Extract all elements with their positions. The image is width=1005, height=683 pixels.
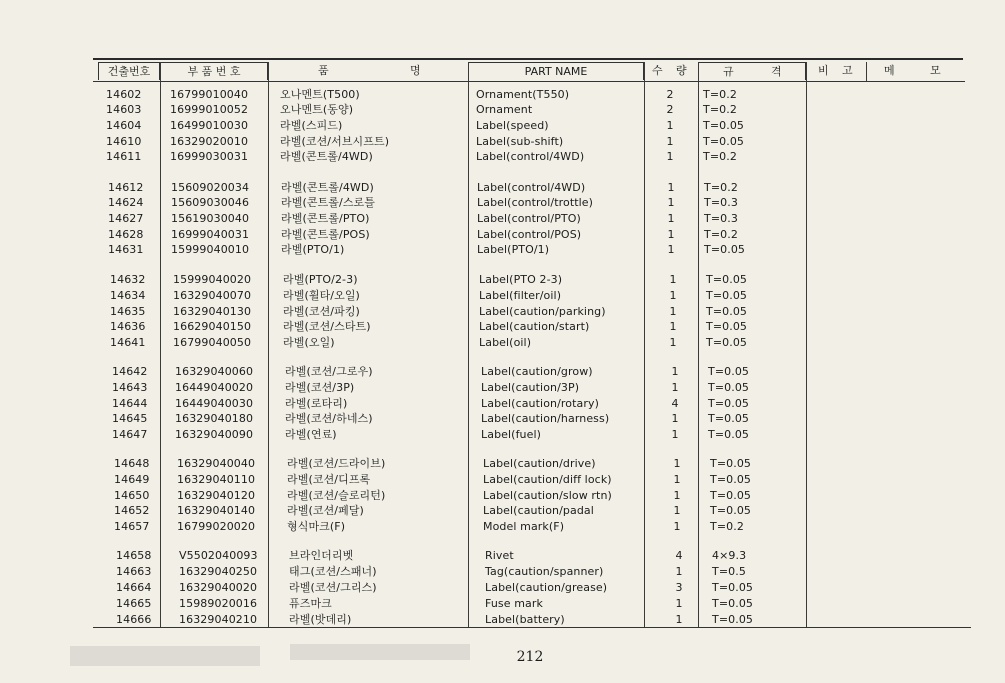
row-quantity: 1: [671, 412, 679, 425]
row-part-number: 15619030040: [171, 212, 250, 225]
row-part-name: Model mark(F): [483, 520, 565, 533]
row-korean-name: 라벨(코션/3P): [285, 381, 355, 394]
row-part-number: 15989020016: [179, 597, 258, 610]
row-korean-name: 라벨(콘트롤/PTO): [281, 212, 370, 225]
row-number: 14649: [114, 473, 150, 486]
bleed-through-stamp: [70, 640, 490, 670]
row-part-name: Label(filter/oil): [479, 289, 562, 302]
row-number: 14611: [106, 150, 142, 163]
row-number: 14643: [112, 381, 148, 394]
row-korean-name: 라벨(밧데리): [289, 613, 352, 626]
row-number: 14642: [112, 365, 148, 378]
row-spec: T=0.05: [710, 473, 752, 486]
top-rule: [93, 58, 963, 60]
row-number: 14628: [108, 228, 144, 241]
row-quantity: 3: [675, 581, 683, 594]
row-quantity: 1: [667, 243, 675, 256]
row-part-name: Label(caution/drive): [483, 457, 596, 470]
row-part-name: Rivet: [485, 549, 514, 562]
row-part-number: 16449040030: [175, 397, 254, 410]
row-quantity: 1: [667, 181, 675, 194]
row-part-name: Label(caution/grow): [481, 365, 593, 378]
row-spec: T=0.5: [712, 565, 746, 578]
col-line: [866, 62, 867, 82]
header-no: 건출번호: [98, 62, 160, 80]
row-part-number: 16329040180: [175, 412, 254, 425]
header-part-number: 부 품 번 호: [160, 62, 268, 80]
row-part-number: 16329040250: [179, 565, 258, 578]
row-spec: T=0.05: [706, 305, 748, 318]
row-spec: T=0.05: [708, 412, 750, 425]
row-number: 14658: [116, 549, 152, 562]
row-quantity: 1: [675, 613, 683, 626]
row-part-name: Label(control/4WD): [477, 181, 586, 194]
row-number: 14627: [108, 212, 144, 225]
row-part-number: V5502040093: [179, 549, 258, 562]
row-part-name: Label(caution/harness): [481, 412, 610, 425]
row-quantity: 1: [673, 457, 681, 470]
row-number: 14648: [114, 457, 150, 470]
row-part-name: Label(caution/grease): [485, 581, 608, 594]
row-korean-name: 태그(코션/스패너): [289, 565, 377, 578]
row-part-number: 15609020034: [171, 181, 250, 194]
row-korean-name: 라벨(코션/하네스): [285, 412, 373, 425]
row-spec: T=0.05: [706, 273, 748, 286]
bottom-rule: [93, 627, 971, 628]
row-quantity: 1: [671, 428, 679, 441]
row-number: 14631: [108, 243, 144, 256]
row-korean-name: 라벨(코션/파킹): [283, 305, 360, 318]
row-part-number: 16999010052: [170, 103, 249, 116]
row-spec: T=0.05: [712, 597, 754, 610]
row-korean-name: 형식마크(F): [287, 520, 346, 533]
row-part-number: 16499010030: [170, 119, 249, 132]
row-spec: T=0.2: [703, 150, 737, 163]
row-number: 14644: [112, 397, 148, 410]
row-quantity: 1: [671, 365, 679, 378]
row-number: 14645: [112, 412, 148, 425]
row-korean-name: 라벨(PTO/1): [281, 243, 345, 256]
row-spec: T=0.05: [708, 397, 750, 410]
row-spec: T=0.05: [712, 613, 754, 626]
row-part-name: Label(PTO 2-3): [479, 273, 563, 286]
row-part-name: Tag(caution/spanner): [485, 565, 604, 578]
row-part-name: Label(control/4WD): [476, 150, 585, 163]
row-part-name: Label(fuel): [481, 428, 542, 441]
header-rule: [93, 81, 965, 82]
row-quantity: 1: [675, 597, 683, 610]
row-spec: T=0.2: [710, 520, 744, 533]
row-korean-name: 오나멘트(동양): [280, 103, 354, 116]
row-part-number: 16999040031: [171, 228, 250, 241]
row-quantity: 1: [669, 273, 677, 286]
row-part-name: Label(caution/3P): [481, 381, 580, 394]
row-quantity: 1: [666, 119, 674, 132]
row-number: 14610: [106, 135, 142, 148]
row-part-number: 16799020020: [177, 520, 256, 533]
row-spec: T=0.05: [706, 320, 748, 333]
row-korean-name: 라벨(콘트롤/4WD): [280, 150, 373, 163]
row-part-number: 16329040020: [179, 581, 258, 594]
row-quantity: 1: [673, 520, 681, 533]
row-spec: T=0.05: [708, 365, 750, 378]
row-part-name: Label(caution/start): [479, 320, 590, 333]
row-korean-name: 라벨(콘트롤/POS): [281, 228, 370, 241]
row-korean-name: 라벨(코션/페달): [287, 504, 364, 517]
row-korean-name: 라벨(코션/스타트): [283, 320, 371, 333]
row-part-number: 15609030046: [171, 196, 250, 209]
row-spec: T=0.05: [710, 504, 752, 517]
row-spec: T=0.05: [712, 581, 754, 594]
row-part-number: 16329040060: [175, 365, 254, 378]
row-part-number: 15999040020: [173, 273, 252, 286]
row-quantity: 1: [669, 305, 677, 318]
row-korean-name: 라벨(휠타/오일): [283, 289, 360, 302]
row-korean-name: 라벨(콘트롤/스로틀: [281, 196, 376, 209]
row-number: 14624: [108, 196, 144, 209]
row-spec: T=0.2: [703, 88, 737, 101]
row-quantity: 2: [666, 103, 674, 116]
row-quantity: 1: [669, 289, 677, 302]
header-part-name: PART NAME: [468, 62, 644, 80]
row-part-number: 15999040010: [171, 243, 250, 256]
row-quantity: 1: [666, 135, 674, 148]
row-number: 14652: [114, 504, 150, 517]
row-part-number: 16329040110: [177, 473, 256, 486]
row-part-number: 16329040130: [173, 305, 252, 318]
row-part-number: 16329020010: [170, 135, 249, 148]
col-line: [698, 62, 699, 627]
row-part-name: Label(control/PTO): [477, 212, 581, 225]
row-number: 14650: [114, 489, 150, 502]
row-quantity: 4: [671, 397, 679, 410]
row-part-name: Label(PTO/1): [477, 243, 550, 256]
header-spec: 규 격: [698, 62, 806, 80]
row-korean-name: 라벨(연료): [285, 428, 337, 441]
row-quantity: 1: [666, 150, 674, 163]
row-number: 14647: [112, 428, 148, 441]
row-quantity: 1: [669, 336, 677, 349]
row-spec: T=0.2: [703, 103, 737, 116]
row-spec: 4×9.3: [712, 549, 747, 562]
row-part-name: Label(oil): [479, 336, 532, 349]
row-part-name: Ornament(T550): [476, 88, 570, 101]
row-number: 14664: [116, 581, 152, 594]
row-number: 14635: [110, 305, 146, 318]
row-quantity: 1: [675, 565, 683, 578]
row-spec: T=0.05: [704, 243, 746, 256]
row-spec: T=0.05: [703, 135, 745, 148]
row-number: 14636: [110, 320, 146, 333]
row-number: 14602: [106, 88, 142, 101]
row-korean-name: 퓨즈마크: [289, 597, 332, 610]
row-part-number: 16329040070: [173, 289, 252, 302]
row-part-name: Label(control/POS): [477, 228, 582, 241]
row-korean-name: 라벨(코션/그리스): [289, 581, 377, 594]
row-spec: T=0.05: [708, 428, 750, 441]
row-part-number: 16329040140: [177, 504, 256, 517]
row-part-number: 16799010040: [170, 88, 249, 101]
row-spec: T=0.3: [704, 212, 738, 225]
header-korean-name: 품 명: [318, 64, 421, 77]
row-number: 14663: [116, 565, 152, 578]
row-spec: T=0.05: [703, 119, 745, 132]
row-number: 14641: [110, 336, 146, 349]
col-line: [806, 62, 807, 627]
row-part-name: Label(caution/diff lock): [483, 473, 612, 486]
row-number: 14632: [110, 273, 146, 286]
row-part-name: Label(speed): [476, 119, 549, 132]
row-korean-name: 라벨(오일): [283, 336, 335, 349]
row-korean-name: 라벨(코션/슬로리턴): [287, 489, 386, 502]
row-korean-name: 라벨(코션/그로우): [285, 365, 373, 378]
row-korean-name: 라벨(코션/서브시프트): [280, 135, 390, 148]
row-number: 14604: [106, 119, 142, 132]
row-part-number: 16629040150: [173, 320, 252, 333]
row-quantity: 1: [673, 504, 681, 517]
row-part-name: Fuse mark: [485, 597, 543, 610]
row-spec: T=0.05: [710, 457, 752, 470]
row-korean-name: 라벨(로타리): [285, 397, 348, 410]
page-number: 212: [516, 649, 544, 665]
row-number: 14657: [114, 520, 150, 533]
row-number: 14666: [116, 613, 152, 626]
row-spec: T=0.2: [704, 228, 738, 241]
row-spec: T=0.05: [706, 336, 748, 349]
row-part-number: 16329040090: [175, 428, 254, 441]
row-part-number: 16449040020: [175, 381, 254, 394]
row-part-name: Label(caution/slow rtn): [483, 489, 612, 502]
row-quantity: 1: [673, 473, 681, 486]
row-quantity: 1: [671, 381, 679, 394]
row-korean-name: 라벨(스피드): [280, 119, 343, 132]
row-korean-name: 라벨(코션/디프록: [287, 473, 371, 486]
row-part-number: 16329040040: [177, 457, 256, 470]
row-part-number: 16799040050: [173, 336, 252, 349]
col-line: [268, 62, 269, 627]
row-quantity: 1: [667, 196, 675, 209]
row-part-name: Label(caution/padal: [483, 504, 594, 517]
row-korean-name: 라벨(코션/드라이브): [287, 457, 386, 470]
row-part-number: 16329040210: [179, 613, 258, 626]
row-korean-name: 라벨(콘트롤/4WD): [281, 181, 374, 194]
row-part-name: Label(control/trottle): [477, 196, 594, 209]
row-spec: T=0.05: [708, 381, 750, 394]
row-quantity: 1: [673, 489, 681, 502]
row-korean-name: 오나멘트(T500): [280, 88, 360, 101]
row-number: 14665: [116, 597, 152, 610]
row-part-name: Label(caution/rotary): [481, 397, 599, 410]
row-spec: T=0.05: [710, 489, 752, 502]
row-part-name: Label(caution/parking): [479, 305, 606, 318]
header-qty: 수 량: [652, 64, 687, 77]
row-quantity: 1: [667, 228, 675, 241]
row-quantity: 1: [669, 320, 677, 333]
row-spec: T=0.05: [706, 289, 748, 302]
row-quantity: 4: [675, 549, 683, 562]
row-number: 14612: [108, 181, 144, 194]
header-memo: 메 모: [884, 64, 941, 77]
row-spec: T=0.3: [704, 196, 738, 209]
row-quantity: 2: [666, 88, 674, 101]
row-number: 14603: [106, 103, 142, 116]
row-part-number: 16329040120: [177, 489, 256, 502]
row-quantity: 1: [667, 212, 675, 225]
header-note: 비 고: [818, 64, 853, 77]
row-part-number: 16999030031: [170, 150, 249, 163]
row-korean-name: 라벨(PTO/2-3): [283, 273, 358, 286]
row-spec: T=0.2: [704, 181, 738, 194]
row-number: 14634: [110, 289, 146, 302]
row-part-name: Label(sub-shift): [476, 135, 564, 148]
row-korean-name: 브라인더리벳: [289, 549, 354, 562]
row-part-name: Ornament: [476, 103, 533, 116]
row-part-name: Label(battery): [485, 613, 565, 626]
